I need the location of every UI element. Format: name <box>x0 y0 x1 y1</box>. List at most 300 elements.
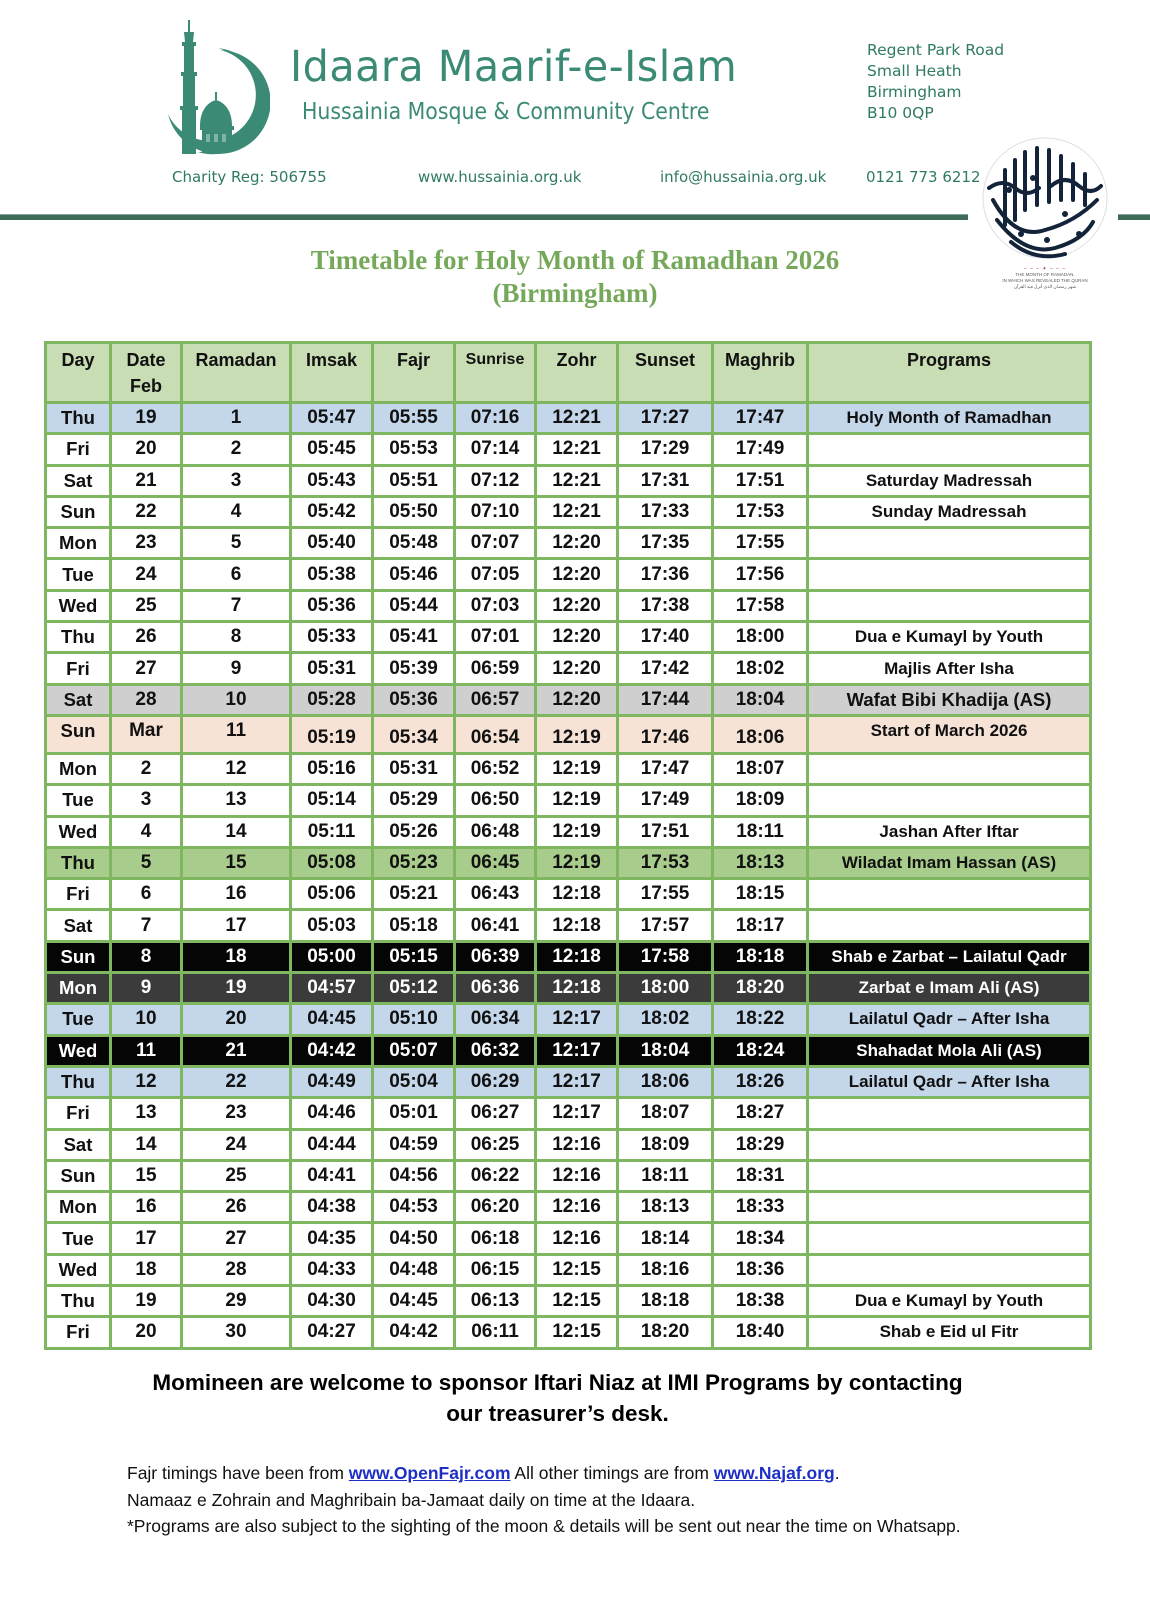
cell-day: Sat <box>46 1129 111 1160</box>
cell-date: 25 <box>111 590 182 621</box>
cell-date: 24 <box>111 559 182 590</box>
cell-ramadan: 4 <box>182 496 291 527</box>
table-row <box>46 1035 1091 1066</box>
cell-day: Wed <box>46 1035 111 1066</box>
table-row <box>46 1098 1091 1129</box>
cell-program <box>808 434 1091 465</box>
cell-imsak: 05:42 <box>291 496 373 527</box>
table-header-row <box>46 343 1091 403</box>
cell-maghrib: 17:55 <box>713 528 808 559</box>
cell-day: Thu <box>46 622 111 653</box>
cell-date: 28 <box>111 684 182 715</box>
cell-sunset: 17:44 <box>618 684 713 715</box>
cell-day: Sun <box>46 496 111 527</box>
cell-fajr: 05:10 <box>373 1004 455 1035</box>
cell-zohr: 12:20 <box>536 590 618 621</box>
cell-sunrise: 07:01 <box>455 622 536 653</box>
cell-program <box>808 910 1091 941</box>
cell-sunset: 18:00 <box>618 973 713 1004</box>
cell-ramadan: 22 <box>182 1066 291 1097</box>
cell-maghrib: 18:00 <box>713 622 808 653</box>
cell-date: 12 <box>111 1066 182 1097</box>
cell-day: Mon <box>46 1192 111 1223</box>
cell-sunrise: 06:54 <box>455 715 536 753</box>
cell-imsak: 04:38 <box>291 1192 373 1223</box>
cell-sunrise: 07:12 <box>455 465 536 496</box>
address-block <box>867 40 1004 124</box>
cell-fajr: 05:48 <box>373 528 455 559</box>
cell-maghrib: 17:49 <box>713 434 808 465</box>
cell-maghrib: 18:02 <box>713 653 808 684</box>
cell-ramadan: 17 <box>182 910 291 941</box>
cell-imsak: 05:31 <box>291 653 373 684</box>
cell-fajr: 05:31 <box>373 753 455 784</box>
cell-date: 11 <box>111 1035 182 1066</box>
cell-imsak: 05:40 <box>291 528 373 559</box>
cell-zohr: 12:20 <box>536 622 618 653</box>
cell-fajr: 05:41 <box>373 622 455 653</box>
cell-sunrise: 06:29 <box>455 1066 536 1097</box>
cell-ramadan: 18 <box>182 941 291 972</box>
cell-sunrise: 06:43 <box>455 879 536 910</box>
cell-sunset: 18:07 <box>618 1098 713 1129</box>
cell-maghrib: 18:40 <box>713 1317 808 1348</box>
cell-program <box>808 753 1091 784</box>
cell-maghrib: 18:13 <box>713 847 808 878</box>
cell-program <box>808 590 1091 621</box>
cell-program: Jashan After Iftar <box>808 816 1091 847</box>
cell-program: Holy Month of Ramadhan <box>808 403 1091 434</box>
cell-zohr: 12:21 <box>536 496 618 527</box>
cell-sunset: 17:31 <box>618 465 713 496</box>
table-row <box>46 941 1091 972</box>
cell-sunrise: 06:27 <box>455 1098 536 1129</box>
cell-fajr: 04:42 <box>373 1317 455 1348</box>
cell-maghrib: 18:22 <box>713 1004 808 1035</box>
cell-imsak: 04:44 <box>291 1129 373 1160</box>
cell-zohr: 12:16 <box>536 1192 618 1223</box>
table-row <box>46 1254 1091 1285</box>
cell-day: Tue <box>46 559 111 590</box>
cell-day: Tue <box>46 1223 111 1254</box>
cell-zohr: 12:15 <box>536 1286 618 1317</box>
cell-fajr: 04:45 <box>373 1286 455 1317</box>
table-row <box>46 684 1091 715</box>
cell-sunset: 18:20 <box>618 1317 713 1348</box>
cell-sunset: 18:06 <box>618 1066 713 1097</box>
cell-program: Start of March 2026 <box>808 715 1091 753</box>
title-line-2: (Birmingham) <box>492 278 658 308</box>
cell-sunset: 17:36 <box>618 559 713 590</box>
col-header-date: Date Feb <box>111 343 182 403</box>
cell-program <box>808 1160 1091 1191</box>
cell-program <box>808 1223 1091 1254</box>
cell-ramadan: 14 <box>182 816 291 847</box>
cell-fajr: 04:56 <box>373 1160 455 1191</box>
table-row <box>46 973 1091 1004</box>
table-row <box>46 1223 1091 1254</box>
cell-imsak: 05:19 <box>291 715 373 753</box>
cell-date: 17 <box>111 1223 182 1254</box>
cell-maghrib: 18:31 <box>713 1160 808 1191</box>
cell-date: 14 <box>111 1129 182 1160</box>
ramadan-timetable <box>44 341 1092 1350</box>
cell-fajr: 05:34 <box>373 715 455 753</box>
cell-imsak: 04:57 <box>291 973 373 1004</box>
cell-program: Lailatul Qadr – After Isha <box>808 1066 1091 1097</box>
cell-date: 6 <box>111 879 182 910</box>
cell-ramadan: 3 <box>182 465 291 496</box>
cell-sunrise: 06:57 <box>455 684 536 715</box>
table-row <box>46 434 1091 465</box>
cell-program <box>808 1192 1091 1223</box>
cell-day: Tue <box>46 1004 111 1035</box>
cell-program: Shab e Eid ul Fitr <box>808 1317 1091 1348</box>
org-name: Idaara Maarif-e-Islam <box>290 42 738 92</box>
table-row <box>46 1192 1091 1223</box>
table-row <box>46 753 1091 784</box>
cell-date: 10 <box>111 1004 182 1035</box>
cell-imsak: 05:16 <box>291 753 373 784</box>
cell-day: Wed <box>46 816 111 847</box>
cell-zohr: 12:18 <box>536 973 618 1004</box>
cell-sunrise: 06:48 <box>455 816 536 847</box>
cell-maghrib: 18:26 <box>713 1066 808 1097</box>
cell-ramadan: 29 <box>182 1286 291 1317</box>
address-line: Regent Park Road <box>867 41 1005 59</box>
cell-date: 22 <box>111 496 182 527</box>
cell-zohr: 12:17 <box>536 1098 618 1129</box>
cell-day: Fri <box>46 1317 111 1348</box>
cell-sunset: 18:16 <box>618 1254 713 1285</box>
sponsor-notice: Momineen are welcome to sponsor Iftari Niaz at IMI Programs by contacting our treasurer’s desk. <box>152 1370 963 1426</box>
page-title <box>0 244 1150 310</box>
cell-sunrise: 07:14 <box>455 434 536 465</box>
cell-fajr: 05:07 <box>373 1035 455 1066</box>
cell-day: Sun <box>46 1160 111 1191</box>
cell-zohr: 12:15 <box>536 1254 618 1285</box>
cell-ramadan: 12 <box>182 753 291 784</box>
cell-maghrib: 18:20 <box>713 973 808 1004</box>
cell-maghrib: 18:24 <box>713 1035 808 1066</box>
cell-sunrise: 06:13 <box>455 1286 536 1317</box>
cell-sunset: 17:42 <box>618 653 713 684</box>
table-row <box>46 1317 1091 1348</box>
cell-ramadan: 20 <box>182 1004 291 1035</box>
cell-program: Saturday Madressah <box>808 465 1091 496</box>
cell-day: Fri <box>46 653 111 684</box>
cell-sunset: 18:02 <box>618 1004 713 1035</box>
cell-fajr: 05:04 <box>373 1066 455 1097</box>
cell-day: Sat <box>46 910 111 941</box>
cell-date: 7 <box>111 910 182 941</box>
mosque-logo-icon <box>160 18 270 160</box>
cell-zohr: 12:19 <box>536 847 618 878</box>
note-jamaat: Namaaz e Zohrain and Maghribain ba-Jamaat daily on time at the Idaara. <box>127 1489 696 1510</box>
cell-zohr: 12:16 <box>536 1129 618 1160</box>
cell-fajr: 04:48 <box>373 1254 455 1285</box>
cell-ramadan: 8 <box>182 622 291 653</box>
cell-zohr: 12:18 <box>536 910 618 941</box>
cell-date: 2 <box>111 753 182 784</box>
cell-zohr: 12:16 <box>536 1223 618 1254</box>
cell-date: 4 <box>111 816 182 847</box>
cell-imsak: 04:41 <box>291 1160 373 1191</box>
cell-zohr: 12:21 <box>536 434 618 465</box>
cell-sunrise: 06:15 <box>455 1254 536 1285</box>
cell-fajr: 05:39 <box>373 653 455 684</box>
table-row <box>46 496 1091 527</box>
cell-fajr: 05:26 <box>373 816 455 847</box>
cell-imsak: 04:27 <box>291 1317 373 1348</box>
header-divider-right <box>1118 214 1150 220</box>
najaf-link[interactable]: www.Najaf.org <box>713 1463 835 1483</box>
cell-imsak: 04:30 <box>291 1286 373 1317</box>
cell-fajr: 05:21 <box>373 879 455 910</box>
cell-maghrib: 18:04 <box>713 684 808 715</box>
cell-zohr: 12:21 <box>536 465 618 496</box>
table-row <box>46 1129 1091 1160</box>
col-header-sunrise: Sunrise <box>455 343 536 403</box>
cell-program: Majlis After Isha <box>808 653 1091 684</box>
cell-sunset: 18:14 <box>618 1223 713 1254</box>
cell-sunset: 17:51 <box>618 816 713 847</box>
cell-sunset: 17:33 <box>618 496 713 527</box>
cell-day: Mon <box>46 528 111 559</box>
cell-imsak: 04:46 <box>291 1098 373 1129</box>
col-header-programs: Programs <box>808 343 1091 403</box>
cell-fajr: 05:46 <box>373 559 455 590</box>
cell-date: 21 <box>111 465 182 496</box>
cell-maghrib: 17:56 <box>713 559 808 590</box>
footnotes <box>127 1460 1007 1540</box>
cell-maghrib: 18:11 <box>713 816 808 847</box>
cell-zohr: 12:20 <box>536 559 618 590</box>
table-row <box>46 715 1091 753</box>
cell-day: Wed <box>46 1254 111 1285</box>
cell-fajr: 05:29 <box>373 785 455 816</box>
website-link[interactable]: www.hussainia.org.uk <box>418 168 582 186</box>
header-divider <box>0 214 968 220</box>
cell-sunrise: 06:11 <box>455 1317 536 1348</box>
cell-fajr: 05:53 <box>373 434 455 465</box>
cell-fajr: 05:51 <box>373 465 455 496</box>
cell-sunrise: 07:03 <box>455 590 536 621</box>
cell-sunrise: 06:59 <box>455 653 536 684</box>
cell-day: Fri <box>46 879 111 910</box>
cell-fajr: 05:44 <box>373 590 455 621</box>
cell-maghrib: 17:51 <box>713 465 808 496</box>
cell-ramadan: 15 <box>182 847 291 878</box>
cell-ramadan: 24 <box>182 1129 291 1160</box>
cell-imsak: 05:28 <box>291 684 373 715</box>
cell-date: 13 <box>111 1098 182 1129</box>
cell-date: 8 <box>111 941 182 972</box>
cell-date: 9 <box>111 973 182 1004</box>
table-row <box>46 910 1091 941</box>
cell-ramadan: 21 <box>182 1035 291 1066</box>
cell-sunset: 17:38 <box>618 590 713 621</box>
cell-maghrib: 18:27 <box>713 1098 808 1129</box>
cell-day: Fri <box>46 1098 111 1129</box>
cell-ramadan: 2 <box>182 434 291 465</box>
cell-date: 19 <box>111 403 182 434</box>
cell-fajr: 04:53 <box>373 1192 455 1223</box>
cell-maghrib: 18:17 <box>713 910 808 941</box>
cell-maghrib: 18:34 <box>713 1223 808 1254</box>
cell-date: 19 <box>111 1286 182 1317</box>
table-row <box>46 785 1091 816</box>
cell-ramadan: 9 <box>182 653 291 684</box>
ornament-divider: – – – ✦ – – – <box>1023 266 1067 272</box>
cell-maghrib: 18:09 <box>713 785 808 816</box>
cell-sunrise: 07:05 <box>455 559 536 590</box>
table-row <box>46 403 1091 434</box>
cell-sunrise: 06:18 <box>455 1223 536 1254</box>
cell-imsak: 05:00 <box>291 941 373 972</box>
cell-imsak: 04:33 <box>291 1254 373 1285</box>
col-header-zohr: Zohr <box>536 343 618 403</box>
cell-ramadan: 1 <box>182 403 291 434</box>
cell-zohr: 12:19 <box>536 753 618 784</box>
email-link[interactable]: info@hussainia.org.uk <box>660 168 827 186</box>
cell-fajr: 04:50 <box>373 1223 455 1254</box>
cell-zohr: 12:19 <box>536 816 618 847</box>
table-row <box>46 528 1091 559</box>
cell-zohr: 12:17 <box>536 1066 618 1097</box>
cell-zohr: 12:17 <box>536 1035 618 1066</box>
cell-date: Mar <box>111 715 182 753</box>
table-row <box>46 559 1091 590</box>
cell-imsak: 05:38 <box>291 559 373 590</box>
cell-sunrise: 06:22 <box>455 1160 536 1191</box>
cell-day: Thu <box>46 403 111 434</box>
cell-day: Mon <box>46 753 111 784</box>
cell-sunrise: 06:32 <box>455 1035 536 1066</box>
cell-day: Mon <box>46 973 111 1004</box>
cell-program <box>808 1098 1091 1129</box>
table-row <box>46 590 1091 621</box>
table-row <box>46 465 1091 496</box>
cell-imsak: 05:06 <box>291 879 373 910</box>
table-row <box>46 847 1091 878</box>
cell-imsak: 05:45 <box>291 434 373 465</box>
openfajr-link[interactable]: www.OpenFajr.com <box>348 1463 511 1483</box>
cell-maghrib: 17:53 <box>713 496 808 527</box>
cell-date: 20 <box>111 1317 182 1348</box>
table-row <box>46 1004 1091 1035</box>
cell-program: Dua e Kumayl by Youth <box>808 622 1091 653</box>
phone-number: 0121 773 6212 <box>866 168 981 186</box>
org-subtitle: Hussainia Mosque & Community Centre <box>302 99 710 125</box>
cell-sunrise: 06:20 <box>455 1192 536 1223</box>
col-header-sunset: Sunset <box>618 343 713 403</box>
address-line: Birmingham <box>867 83 962 101</box>
cell-ramadan: 7 <box>182 590 291 621</box>
cell-sunset: 18:11 <box>618 1160 713 1191</box>
cell-day: Tue <box>46 785 111 816</box>
cell-sunrise: 06:34 <box>455 1004 536 1035</box>
cell-program: Wiladat Imam Hassan (AS) <box>808 847 1091 878</box>
cell-day: Thu <box>46 1286 111 1317</box>
cell-zohr: 12:17 <box>536 1004 618 1035</box>
cell-imsak: 05:33 <box>291 622 373 653</box>
cell-imsak: 05:08 <box>291 847 373 878</box>
cell-sunset: 17:57 <box>618 910 713 941</box>
cell-sunrise: 06:45 <box>455 847 536 878</box>
cell-program <box>808 879 1091 910</box>
cell-zohr: 12:19 <box>536 785 618 816</box>
col-header-imsak: Imsak <box>291 343 373 403</box>
cell-sunrise: 06:52 <box>455 753 536 784</box>
cell-maghrib: 18:29 <box>713 1129 808 1160</box>
cell-sunrise: 06:36 <box>455 973 536 1004</box>
cell-fajr: 05:12 <box>373 973 455 1004</box>
cell-maghrib: 18:33 <box>713 1192 808 1223</box>
cell-day: Thu <box>46 1066 111 1097</box>
cell-maghrib: 18:18 <box>713 941 808 972</box>
cell-sunset: 18:18 <box>618 1286 713 1317</box>
cell-maghrib: 18:38 <box>713 1286 808 1317</box>
cell-day: Sat <box>46 684 111 715</box>
cell-ramadan: 23 <box>182 1098 291 1129</box>
cell-ramadan: 26 <box>182 1192 291 1223</box>
cell-program: Wafat Bibi Khadija (AS) <box>808 684 1091 715</box>
col-header-fajr: Fajr <box>373 343 455 403</box>
cell-sunrise: 07:07 <box>455 528 536 559</box>
cell-sunset: 17:49 <box>618 785 713 816</box>
cell-ramadan: 13 <box>182 785 291 816</box>
table-row <box>46 653 1091 684</box>
cell-day: Sun <box>46 941 111 972</box>
cell-date: 23 <box>111 528 182 559</box>
col-header-ramadan: Ramadan <box>182 343 291 403</box>
cell-imsak: 05:47 <box>291 403 373 434</box>
cell-program <box>808 559 1091 590</box>
cell-ramadan: 10 <box>182 684 291 715</box>
cell-zohr: 12:20 <box>536 653 618 684</box>
cell-fajr: 05:55 <box>373 403 455 434</box>
cell-ramadan: 27 <box>182 1223 291 1254</box>
table-body <box>46 403 1091 1349</box>
cell-sunset: 17:58 <box>618 941 713 972</box>
cell-ramadan: 25 <box>182 1160 291 1191</box>
table-row <box>46 816 1091 847</box>
address-line: Small Heath <box>867 62 962 80</box>
cell-maghrib: 18:15 <box>713 879 808 910</box>
col-header-day: Day <box>46 343 111 403</box>
cell-program: Zarbat e Imam Ali (AS) <box>808 973 1091 1004</box>
cell-fajr: 05:36 <box>373 684 455 715</box>
cell-sunset: 17:35 <box>618 528 713 559</box>
cell-maghrib: 18:36 <box>713 1254 808 1285</box>
cell-sunset: 18:04 <box>618 1035 713 1066</box>
cell-imsak: 05:11 <box>291 816 373 847</box>
cell-sunrise: 06:50 <box>455 785 536 816</box>
cell-program <box>808 1129 1091 1160</box>
cell-date: 3 <box>111 785 182 816</box>
cell-imsak: 04:49 <box>291 1066 373 1097</box>
note-timing-sources: Fajr timings have been from www.OpenFajr.com All other timings are from www.Najaf.org. <box>127 1463 840 1483</box>
cell-sunset: 17:27 <box>618 403 713 434</box>
cell-imsak: 05:03 <box>291 910 373 941</box>
cell-sunrise: 07:10 <box>455 496 536 527</box>
cell-ramadan: 28 <box>182 1254 291 1285</box>
cell-program: Shahadat Mola Ali (AS) <box>808 1035 1091 1066</box>
cell-fajr: 05:50 <box>373 496 455 527</box>
cell-ramadan: 19 <box>182 973 291 1004</box>
cell-fajr: 04:59 <box>373 1129 455 1160</box>
